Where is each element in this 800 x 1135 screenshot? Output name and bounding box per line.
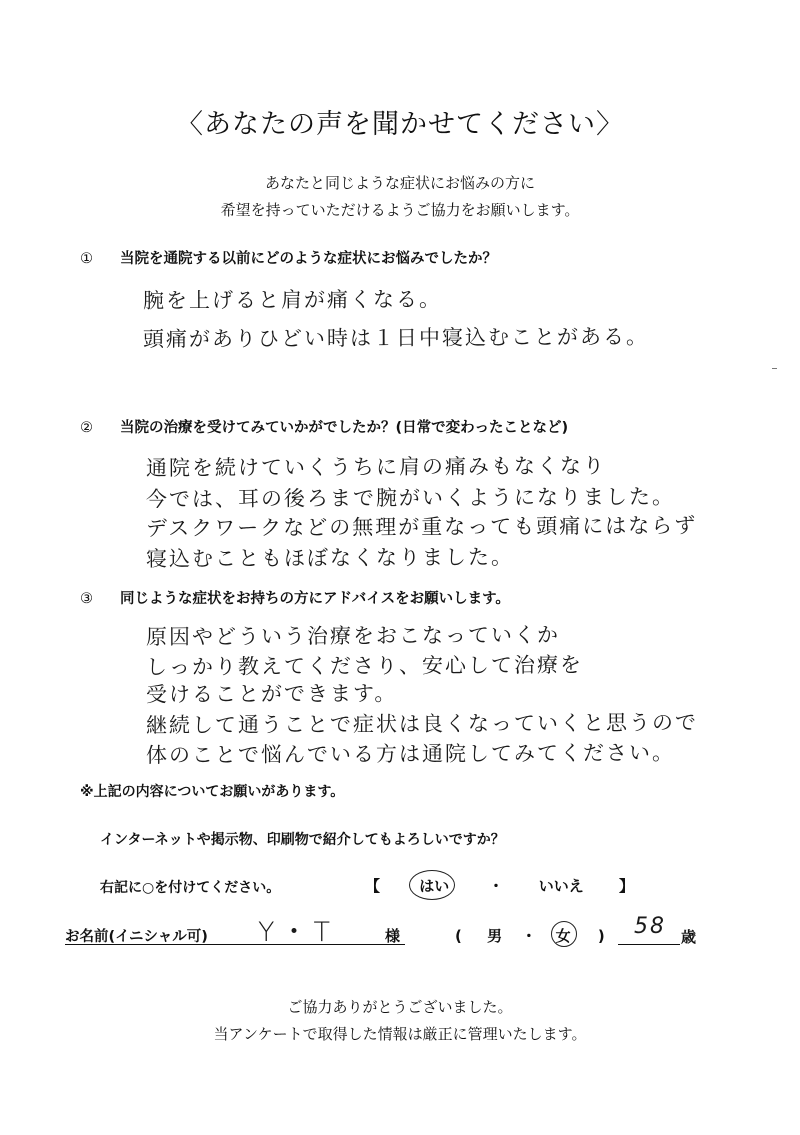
answer-2-line: デスクワークなどの無理が重なっても頭痛にはならず [145, 513, 698, 541]
answer-3-line: 継続して通うことで症状は良くなっていくと思うので [145, 710, 699, 738]
answer-3-line: 体のことで悩んでいる方は通院してみてください。 [145, 740, 676, 768]
circle-instruction: 右記に○を付けてください。 [100, 880, 281, 896]
question-text: 当院の治療を受けてみていかがでしたか？(日常で変わったことなど) [120, 420, 569, 436]
question-number: ① [80, 251, 93, 267]
close-bracket: 】 [619, 877, 635, 895]
open-bracket: 【 [365, 877, 381, 895]
gender-open-paren: ( [455, 927, 462, 945]
answer-3-line: しっかり教えてくださり、安心して治療を [145, 652, 584, 680]
gender-close-paren: ) [597, 927, 605, 945]
question-text: 当院を通院する以前にどのような症状にお悩みでしたか？ [120, 251, 497, 267]
yes-label: はい [419, 877, 450, 895]
selected-circle [551, 921, 577, 947]
yes-option[interactable] [415, 875, 453, 896]
honorific: 様 [385, 927, 401, 945]
choice-separator: ・ [488, 877, 504, 895]
intro-line: 希望を持っていただけるようご協力をお願いします。 [220, 201, 580, 219]
question-number: ③ [80, 591, 93, 607]
answer-3-line: 受けることができます。 [145, 681, 398, 707]
male-option[interactable]: 男 [487, 927, 503, 945]
stray-mark [772, 368, 777, 369]
selected-circle [409, 870, 455, 900]
name-field[interactable]: Y・T [258, 917, 336, 948]
answer-2-line: 通院を続けていくうちに肩の痛みもなくなり [145, 453, 607, 481]
answer-1-line: 腕を上げると肩が痛くなる。 [142, 287, 443, 313]
page-title: 〈あなたの声を聞かせてください〉 [176, 109, 624, 140]
intro-line: あなたと同じような症状にお悩みの方に [264, 174, 535, 192]
question-3 [80, 587, 510, 608]
no-option[interactable]: いいえ [538, 877, 584, 895]
outro-line: 当アンケートで取得した情報は厳正に管理いたします。 [213, 1025, 587, 1043]
question-2 [80, 416, 568, 437]
outro-line: ご協力ありがとうございました。 [287, 998, 513, 1016]
female-label: 女 [555, 927, 571, 945]
age-underline [618, 944, 680, 945]
answer-3-line: 原因やどういう治療をおこなっていくか [145, 622, 561, 650]
age-field[interactable]: 58 [634, 914, 666, 939]
answer-2-line: 寝込むこともほぼなくなりました。 [145, 545, 515, 571]
age-unit: 歳 [681, 928, 697, 946]
consent-choice [365, 875, 634, 896]
answer-2-line: 今では、耳の後ろまで腕がいくようになりました。 [145, 484, 676, 512]
gender-separator: ・ [521, 927, 537, 945]
answer-1-line: 頭痛がありひどい時は１日中寝込むことがある。 [142, 324, 650, 352]
question-text: 同じような症状をお持ちの方にアドバイスをお願いします。 [120, 591, 510, 607]
question-1 [80, 247, 497, 268]
question-number: ② [80, 420, 93, 436]
permission-question: インターネットや掲示物、印刷物で紹介してもよろしいですか？ [100, 832, 505, 848]
name-label: お名前(イニシャル可) [65, 929, 208, 945]
note: ※上記の内容についてお願いがあります。 [80, 784, 345, 800]
female-option[interactable] [556, 925, 571, 946]
gender-choice [455, 925, 605, 946]
